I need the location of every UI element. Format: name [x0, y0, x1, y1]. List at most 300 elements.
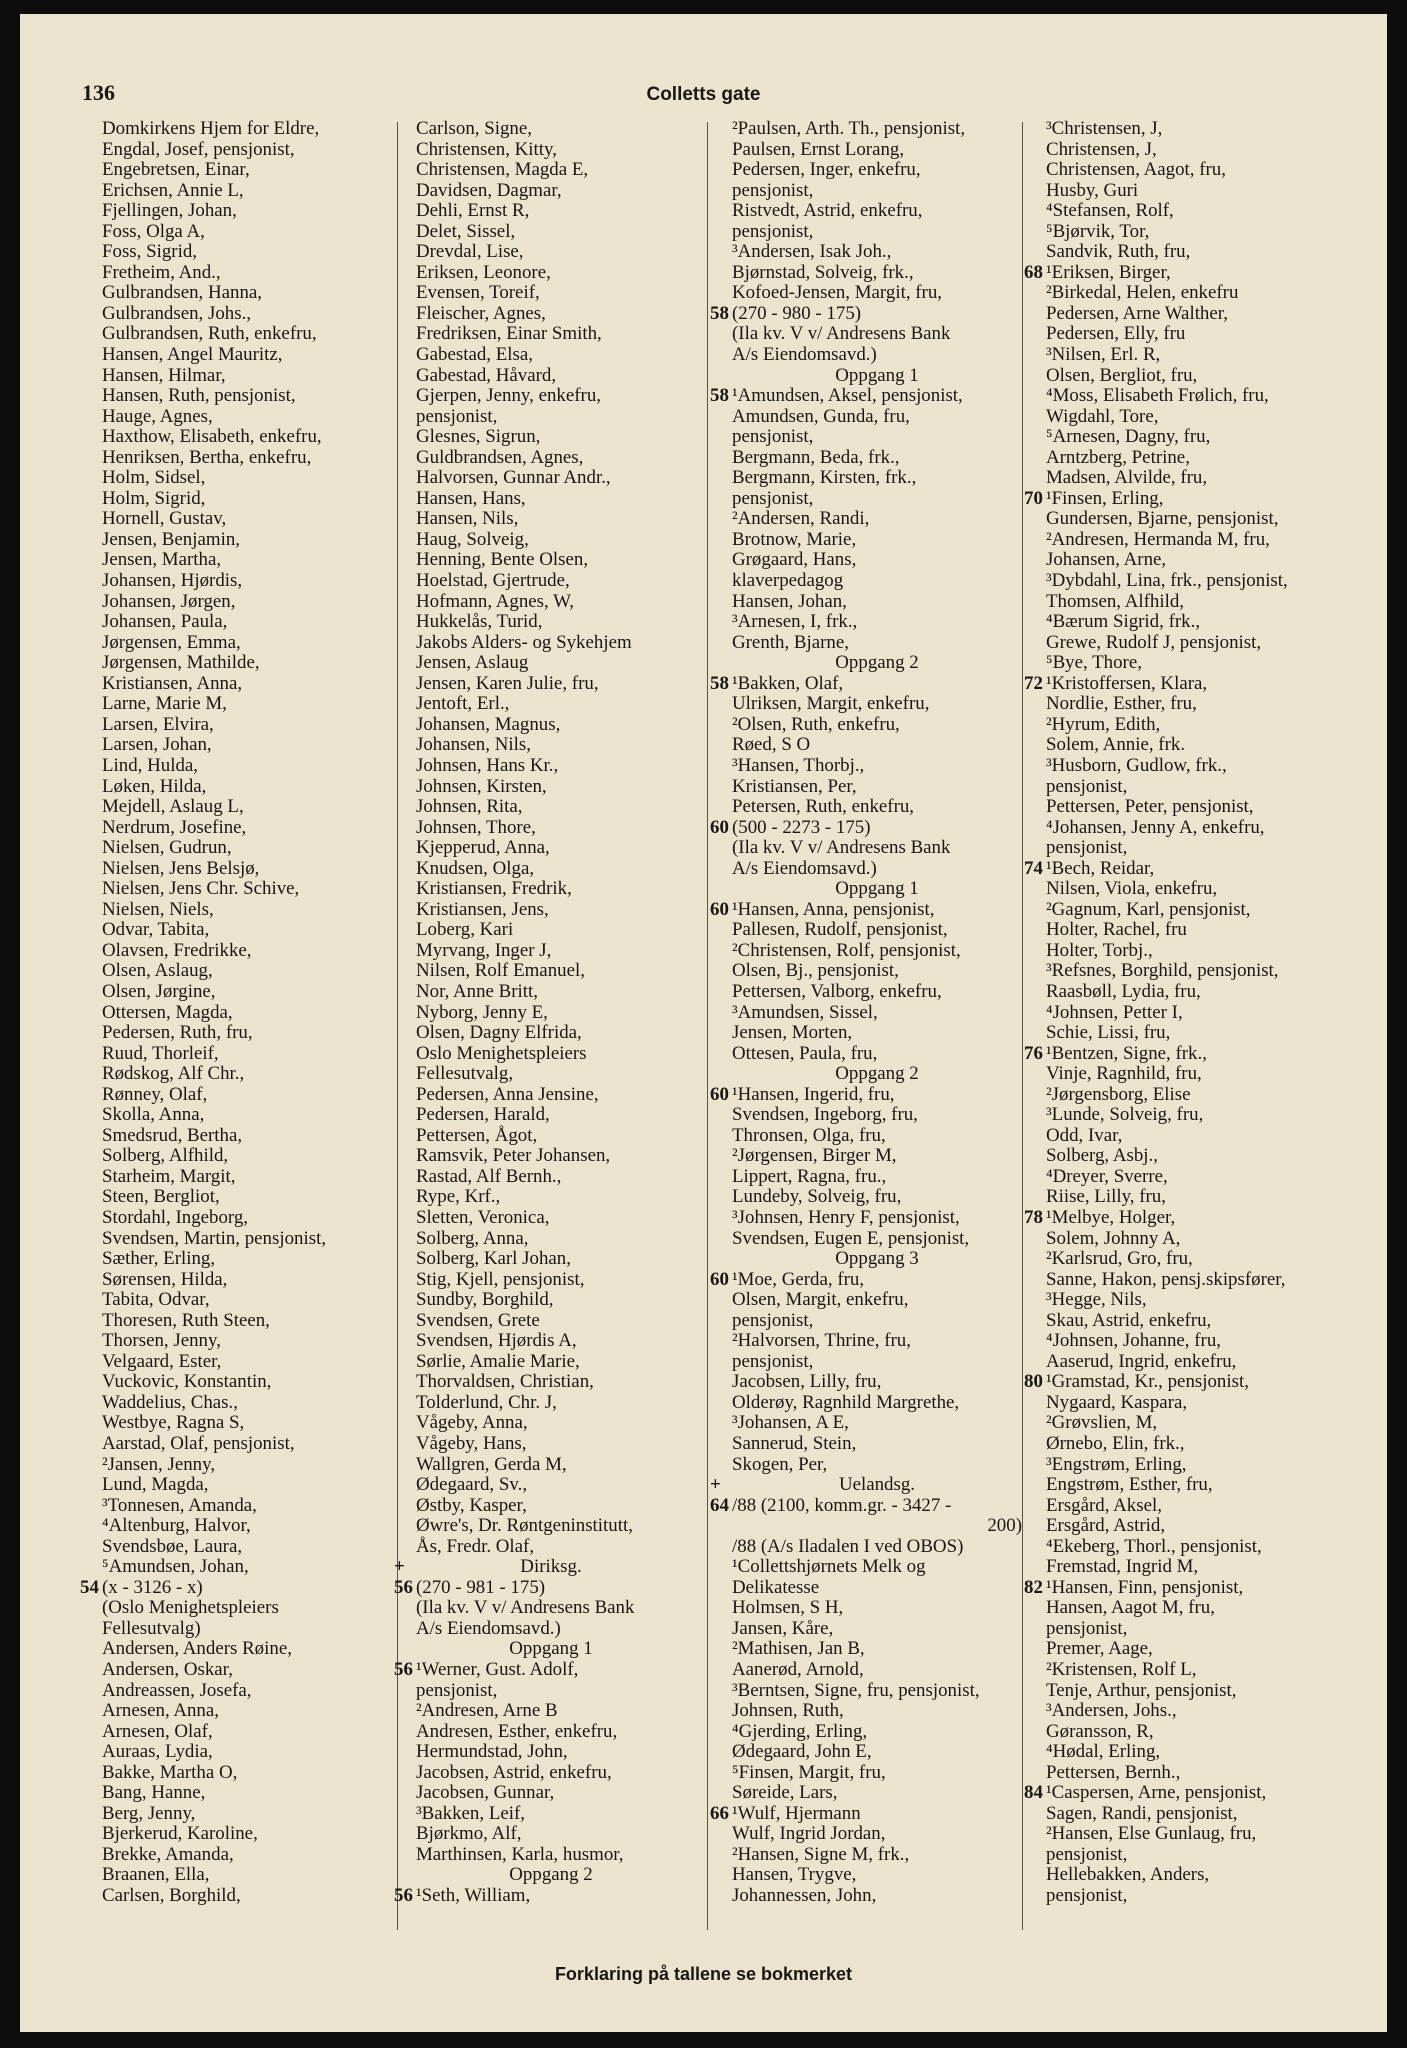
resident-entry: Auraas, Lydia,	[102, 1741, 213, 1763]
resident-entry: Pedersen, Elly, fru	[1046, 323, 1186, 345]
directory-line	[1024, 366, 1364, 387]
resident-entry: Hansen, Hilmar,	[102, 364, 226, 386]
directory-line	[394, 1496, 694, 1517]
directory-line	[394, 1044, 694, 1065]
house-number: 64	[710, 1494, 729, 1516]
directory-line	[394, 1742, 694, 1763]
directory-line	[394, 612, 694, 633]
directory-line	[80, 1619, 392, 1640]
directory-line	[80, 1598, 392, 1619]
section-heading: Diriksg.	[520, 1556, 582, 1578]
resident-entry: Holmsen, S H,	[732, 1597, 844, 1619]
resident-entry: Øwre's, Dr. Røntgeninstitutt,	[416, 1515, 633, 1537]
house-number: 78	[1024, 1206, 1043, 1228]
resident-entry: Nilsen, Rolf Emanuel,	[416, 960, 585, 982]
resident-entry: Skogen, Per,	[732, 1453, 828, 1475]
directory-line	[710, 1598, 1030, 1619]
directory-line	[80, 633, 392, 654]
resident-entry: Pettersen, Bernh.,	[1046, 1761, 1181, 1783]
directory-line	[80, 222, 392, 243]
directory-line	[394, 797, 694, 818]
resident-entry: Sagen, Randi, pensjonist,	[1046, 1802, 1238, 1824]
resident-entry: Røed, S O	[732, 734, 811, 756]
directory-line	[80, 530, 392, 551]
directory-line	[710, 263, 1030, 284]
resident-entry: ³Amundsen, Sissel,	[732, 1001, 878, 1023]
directory-line	[1024, 982, 1364, 1003]
directory-line	[1024, 140, 1364, 161]
directory-line	[710, 448, 1030, 469]
directory-line	[1024, 715, 1364, 736]
directory-line	[394, 1105, 694, 1126]
resident-entry: Lind, Hulda,	[102, 754, 199, 776]
resident-entry: pensjonist,	[732, 220, 814, 242]
directory-line	[1024, 181, 1364, 202]
directory-line	[394, 1064, 694, 1085]
directory-line	[80, 1085, 392, 1106]
directory-line	[80, 181, 392, 202]
directory-line	[80, 1516, 392, 1537]
directory-line	[710, 1208, 1030, 1229]
resident-entry: ⁴Altenburg, Halvor,	[102, 1515, 251, 1537]
resident-entry: Jensen, Karen Julie, fru,	[416, 672, 599, 694]
resident-entry: Vuckovic, Konstantin,	[102, 1371, 272, 1393]
resident-entry: Gjerpen, Jenny, enkefru,	[416, 385, 601, 407]
resident-entry: Starheim, Margit,	[102, 1165, 236, 1187]
directory-line	[710, 1455, 1030, 1476]
resident-entry: Svendsen, Grete	[416, 1309, 540, 1331]
resident-entry: Bang, Hanne,	[102, 1782, 206, 1804]
resident-entry: Hoelstad, Gjertrude,	[416, 570, 570, 592]
directory-line	[1024, 1331, 1364, 1352]
street-title: Colletts gate	[646, 84, 761, 105]
resident-entry: ⁴Gjerding, Erling,	[732, 1720, 868, 1742]
directory-line	[80, 1783, 392, 1804]
resident-entry: Thoresen, Ruth Steen,	[102, 1309, 270, 1331]
resident-entry: Thomsen, Alfhild,	[1046, 590, 1184, 612]
house-number: 80	[1024, 1371, 1043, 1393]
resident-entry: Hellebakken, Anders,	[1046, 1864, 1210, 1886]
resident-entry: Olsen, Margit, enkefru,	[732, 1289, 909, 1311]
resident-entry: Fremstad, Ingrid M,	[1046, 1556, 1199, 1578]
section-heading: Oppgang 2	[509, 1864, 593, 1886]
resident-entry: Kristiansen, Per,	[732, 775, 857, 797]
directory-line	[394, 1126, 694, 1147]
resident-entry: Aaserud, Ingrid, enkefru,	[1046, 1350, 1237, 1372]
footer-note: Forklaring på tallene se bokmerket	[554, 1964, 853, 1984]
resident-entry: Jensen, Martha,	[102, 549, 222, 571]
resident-entry: Engdal, Josef, pensjonist,	[102, 138, 295, 160]
resident-entry: ²Andresen, Arne B	[416, 1700, 558, 1722]
directory-line	[710, 1105, 1030, 1126]
resident-entry: Carlsen, Borghild,	[102, 1885, 241, 1907]
directory-line	[710, 592, 1030, 613]
directory-line	[80, 1393, 392, 1414]
directory-line	[710, 345, 1030, 366]
directory-line	[1024, 1105, 1364, 1126]
directory-line	[80, 1064, 392, 1085]
directory-line	[710, 181, 1030, 202]
directory-line	[710, 1537, 1030, 1558]
resident-entry: Vågeby, Anna,	[416, 1412, 528, 1434]
directory-line	[80, 715, 392, 736]
directory-line	[710, 427, 1030, 448]
directory-line	[710, 1372, 1030, 1393]
resident-entry: ⁴Johnsen, Johanne, fru,	[1046, 1330, 1221, 1352]
resident-entry: Wulf, Ingrid Jordan,	[732, 1823, 886, 1845]
resident-entry: ³Husborn, Gudlow, frk.,	[1046, 754, 1227, 776]
resident-entry: Henning, Bente Olsen,	[416, 549, 589, 571]
house-number: 66	[710, 1802, 729, 1824]
directory-line	[80, 1681, 392, 1702]
resident-entry: ⁴Johansen, Jenny A, enkefru,	[1046, 816, 1265, 838]
resident-entry: ¹Finsen, Erling,	[1046, 487, 1164, 509]
resident-entry: Arntzberg, Petrine,	[1046, 446, 1190, 468]
resident-entry: Bjørkmo, Alf,	[416, 1823, 522, 1845]
resident-entry: A/s Eiendomsavd.)	[416, 1617, 561, 1639]
directory-line	[710, 612, 1030, 633]
resident-entry: ³Johnsen, Henry F, pensjonist,	[732, 1206, 960, 1228]
directory-line	[1024, 859, 1364, 880]
resident-entry: Holm, Sigrid,	[102, 487, 206, 509]
directory-line	[710, 900, 1030, 921]
resident-entry: Berg, Jenny,	[102, 1802, 196, 1824]
resident-entry: ¹Caspersen, Arne, pensjonist,	[1046, 1782, 1267, 1804]
directory-line	[80, 324, 392, 345]
resident-entry: Petersen, Ruth, enkefru,	[732, 796, 915, 818]
directory-line	[80, 1311, 392, 1332]
resident-entry: Christensen, Kitty,	[416, 138, 557, 160]
resident-entry: /88 (2100, komm.gr. - 3427 -	[732, 1494, 952, 1516]
directory-line	[1024, 920, 1364, 941]
directory-line	[80, 242, 392, 263]
resident-entry: Knudsen, Olga,	[416, 857, 535, 879]
directory-line	[80, 201, 392, 222]
resident-entry: ⁵Amundsen, Johan,	[102, 1556, 249, 1578]
resident-entry: Johansen, Hjørdis,	[102, 570, 243, 592]
resident-entry: Tolderlund, Chr. J,	[416, 1391, 557, 1413]
resident-entry: Marthinsen, Karla, husmor,	[416, 1843, 624, 1865]
resident-entry: Olsen, Bergliot, fru,	[1046, 364, 1198, 386]
directory-line	[80, 160, 392, 181]
resident-entry: (270 - 980 - 175)	[732, 302, 862, 324]
directory-line	[1024, 530, 1364, 551]
resident-entry: ⁴Johnsen, Petter I,	[1046, 1001, 1183, 1023]
resident-entry: Oslo Menighetspleiers	[416, 1042, 587, 1064]
directory-line	[394, 324, 694, 345]
resident-entry: Jørgensen, Emma,	[102, 631, 241, 653]
resident-entry: Evensen, Toreif,	[416, 282, 540, 304]
directory-line	[394, 468, 694, 489]
directory-line	[394, 160, 694, 181]
resident-entry: (270 - 981 - 175)	[416, 1576, 546, 1598]
resident-entry: ¹Bakken, Olaf,	[732, 672, 844, 694]
directory-line	[1024, 1413, 1364, 1434]
directory-line	[710, 1660, 1030, 1681]
directory-line	[394, 1249, 694, 1270]
directory-line	[710, 119, 1030, 140]
resident-entry: Carlson, Signe,	[416, 118, 532, 139]
directory-line	[394, 694, 694, 715]
resident-entry: ³Johansen, A E,	[732, 1412, 849, 1434]
resident-entry: (Oslo Menighetspleiers	[102, 1597, 279, 1619]
directory-line	[1024, 1208, 1364, 1229]
resident-entry: Myrvang, Inger J,	[416, 939, 552, 961]
directory-line	[1024, 612, 1364, 633]
resident-entry: ²Gagnum, Karl, pensjonist,	[1046, 898, 1251, 920]
directory-line	[710, 1249, 1030, 1270]
directory-line	[1024, 1886, 1364, 1907]
directory-line	[1024, 1393, 1364, 1414]
resident-entry: Premer, Aage,	[1046, 1638, 1153, 1660]
directory-line	[80, 1557, 392, 1578]
directory-line	[1024, 1722, 1364, 1743]
directory-line	[1024, 263, 1364, 284]
house-number: 56	[394, 1885, 413, 1907]
directory-line	[394, 1783, 694, 1804]
directory-line	[394, 1865, 694, 1886]
directory-line	[80, 1886, 392, 1907]
directory-line	[1024, 1598, 1364, 1619]
resident-entry: Odvar, Tabita,	[102, 919, 210, 941]
resident-entry: ⁴Hødal, Erling,	[1046, 1741, 1161, 1763]
resident-entry: Henriksen, Bertha, enkefru,	[102, 446, 312, 468]
resident-entry: (x - 3126 - x)	[102, 1576, 203, 1598]
directory-line	[1024, 468, 1364, 489]
resident-entry: Fredriksen, Einar Smith,	[416, 323, 602, 345]
directory-line	[710, 386, 1030, 407]
resident-entry: Westbye, Ragna S,	[102, 1412, 245, 1434]
directory-line	[80, 427, 392, 448]
resident-entry: ²Jørgensborg, Elise	[1046, 1083, 1191, 1105]
directory-line	[1024, 735, 1364, 756]
directory-line	[710, 222, 1030, 243]
resident-entry: Hauge, Agnes,	[102, 405, 213, 427]
resident-entry: Rastad, Alf Bernh.,	[416, 1165, 562, 1187]
directory-line	[80, 1804, 392, 1825]
directory-line	[710, 1824, 1030, 1845]
directory-line	[80, 1290, 392, 1311]
resident-entry: A/s Eiendomsavd.)	[732, 857, 877, 879]
resident-entry: Paulsen, Ernst Lorang,	[732, 138, 905, 160]
directory-line	[710, 1496, 1030, 1517]
directory-line	[710, 1044, 1030, 1065]
directory-line	[394, 509, 694, 530]
directory-line	[394, 304, 694, 325]
resident-entry: Larsen, Elvira,	[102, 713, 214, 735]
resident-entry: Thorsen, Jenny,	[102, 1330, 221, 1352]
directory-line	[80, 900, 392, 921]
directory-line	[394, 1557, 694, 1578]
column-divider	[707, 122, 708, 1930]
directory-line	[710, 1516, 1030, 1537]
resident-entry: ¹Hansen, Ingerid, fru,	[732, 1083, 895, 1105]
directory-line	[1024, 633, 1364, 654]
directory-line	[1024, 1249, 1364, 1270]
directory-line	[710, 366, 1030, 387]
resident-entry: ³Bakken, Leif,	[416, 1802, 525, 1824]
resident-entry: Guldbrandsen, Agnes,	[416, 446, 584, 468]
resident-entry: Kristiansen, Jens,	[416, 898, 549, 920]
directory-column-1	[80, 119, 392, 1947]
resident-entry: pensjonist,	[416, 405, 498, 427]
directory-line	[394, 1229, 694, 1250]
resident-entry: Bergmann, Kirsten, frk.,	[732, 467, 917, 489]
directory-line	[80, 1352, 392, 1373]
resident-entry: ¹Moe, Gerda, fru,	[732, 1268, 865, 1290]
directory-line	[1024, 1003, 1364, 1024]
resident-entry: ²Christensen, Rolf, pensjonist,	[732, 939, 961, 961]
directory-line	[710, 735, 1030, 756]
directory-line	[710, 1578, 1030, 1599]
directory-line	[710, 838, 1030, 859]
resident-entry: Odd, Ivar,	[1046, 1124, 1123, 1146]
section-heading: Oppgang 3	[835, 1248, 919, 1270]
directory-line	[1024, 941, 1364, 962]
resident-entry: ⁵Arnesen, Dagny, fru,	[1046, 426, 1211, 448]
resident-entry: Tenje, Arthur, pensjonist,	[1046, 1679, 1237, 1701]
directory-line	[710, 283, 1030, 304]
resident-entry: ⁴Dreyer, Sverre,	[1046, 1165, 1168, 1187]
resident-entry: ²Andresen, Hermanda M, fru,	[1046, 528, 1270, 550]
directory-line	[710, 160, 1030, 181]
resident-entry: Schie, Lissi, fru,	[1046, 1022, 1171, 1044]
directory-line	[1024, 797, 1364, 818]
resident-entry: Nerdrum, Josefine,	[102, 816, 247, 838]
resident-entry: Hukkelås, Turid,	[416, 611, 543, 633]
resident-entry: pensjonist,	[732, 487, 814, 509]
resident-entry: Ås, Fredr. Olaf,	[416, 1535, 535, 1557]
directory-line	[394, 1763, 694, 1784]
directory-line	[394, 1352, 694, 1373]
directory-line	[1024, 1804, 1364, 1825]
directory-line	[394, 1701, 694, 1722]
directory-line	[710, 879, 1030, 900]
directory-line	[710, 1023, 1030, 1044]
directory-line	[80, 735, 392, 756]
resident-entry: Johansen, Nils,	[416, 734, 531, 756]
directory-line	[1024, 961, 1364, 982]
house-number: 72	[1024, 672, 1043, 694]
resident-entry: pensjonist,	[732, 1350, 814, 1372]
resident-entry: Davidsen, Dagmar,	[416, 179, 562, 201]
resident-entry: Kristiansen, Anna,	[102, 672, 243, 694]
resident-entry: 200)	[987, 1515, 1022, 1537]
resident-entry: Thronsen, Olga, fru,	[732, 1124, 886, 1146]
resident-entry: Jensen, Morten,	[732, 1022, 853, 1044]
directory-line	[80, 283, 392, 304]
directory-line	[80, 961, 392, 982]
resident-entry: Olsen, Aslaug,	[102, 960, 213, 982]
directory-line	[710, 1290, 1030, 1311]
resident-entry: ³Refsnes, Borghild, pensjonist,	[1046, 960, 1279, 982]
resident-entry: ¹Hansen, Finn, pensjonist,	[1046, 1576, 1244, 1598]
resident-entry: Bjørnstad, Solveig, frk.,	[732, 261, 914, 283]
resident-entry: Rønney, Olaf,	[102, 1083, 208, 1105]
directory-line	[394, 982, 694, 1003]
resident-entry: Pettersen, Peter, pensjonist,	[1046, 796, 1254, 818]
resident-entry: Hofmann, Agnes, W,	[416, 590, 574, 612]
resident-entry: ⁴Stefansen, Rolf,	[1046, 200, 1174, 222]
directory-line	[1024, 1229, 1364, 1250]
resident-entry: Christensen, J,	[1046, 138, 1157, 160]
directory-line	[394, 961, 694, 982]
house-number: 56	[394, 1576, 413, 1598]
resident-entry: ¹Kristoffersen, Klara,	[1046, 672, 1208, 694]
directory-line	[394, 1845, 694, 1866]
directory-line	[80, 1660, 392, 1681]
resident-entry: Johansen, Arne,	[1046, 549, 1167, 571]
directory-page	[20, 14, 1387, 2032]
directory-line	[1024, 489, 1364, 510]
resident-entry: Delet, Sissel,	[416, 220, 516, 242]
resident-entry: Hansen, Nils,	[416, 508, 519, 530]
resident-entry: Olderøy, Ragnhild Margrethe,	[732, 1391, 960, 1413]
directory-line	[1024, 1701, 1364, 1722]
directory-line	[80, 119, 392, 140]
resident-entry: Nielsen, Jens Chr. Schive,	[102, 878, 300, 900]
directory-line	[394, 859, 694, 880]
resident-entry: Bergmann, Beda, frk.,	[732, 446, 900, 468]
resident-entry: Fretheim, And.,	[102, 261, 221, 283]
resident-entry: Wallgren, Gerda M,	[416, 1453, 567, 1475]
resident-entry: Pettersen, Ågot,	[416, 1124, 538, 1146]
directory-line	[1024, 550, 1364, 571]
directory-column-3	[710, 119, 1030, 1947]
resident-entry: Ruud, Thorleif,	[102, 1042, 219, 1064]
directory-line	[1024, 201, 1364, 222]
resident-entry: ⁵Finsen, Margit, fru,	[732, 1761, 886, 1783]
resident-entry: pensjonist,	[1046, 1617, 1128, 1639]
directory-line	[1024, 1783, 1364, 1804]
house-number: +	[710, 1474, 721, 1496]
directory-line	[1024, 1496, 1364, 1517]
resident-entry: Andersen, Oskar,	[102, 1659, 233, 1681]
resident-entry: Jakobs Alders- og Sykehjem	[416, 631, 632, 653]
resident-entry: Ramsvik, Peter Johansen,	[416, 1145, 611, 1167]
directory-line	[80, 1003, 392, 1024]
directory-line	[710, 1865, 1030, 1886]
directory-line	[394, 633, 694, 654]
resident-entry: (Ila kv. V v/ Andresens Bank	[416, 1597, 635, 1619]
directory-line	[710, 1763, 1030, 1784]
resident-entry: Sandvik, Ruth, fru,	[1046, 241, 1191, 263]
directory-line	[1024, 1434, 1364, 1455]
resident-entry: Sanne, Hakon, pensj.skipsfører,	[1046, 1268, 1286, 1290]
directory-line	[710, 1085, 1030, 1106]
directory-line	[394, 242, 694, 263]
directory-line	[710, 140, 1030, 161]
resident-entry: Foss, Olga A,	[102, 220, 205, 242]
directory-line	[1024, 1270, 1364, 1291]
resident-entry: Kofoed-Jensen, Margit, fru,	[732, 282, 943, 304]
directory-line	[394, 119, 694, 140]
resident-entry: Gabestad, Elsa,	[416, 344, 533, 366]
resident-entry: Braanen, Ella,	[102, 1864, 210, 1886]
resident-entry: Solberg, Karl Johan,	[416, 1248, 571, 1270]
directory-line	[1024, 1372, 1364, 1393]
resident-entry: ¹Hansen, Anna, pensjonist,	[732, 898, 935, 920]
resident-entry: ³Andersen, Isak Joh.,	[732, 241, 892, 263]
resident-entry: ²Hyrum, Edith,	[1046, 713, 1161, 735]
resident-entry: Pedersen, Ruth, fru,	[102, 1022, 253, 1044]
directory-line	[80, 1208, 392, 1229]
resident-entry: Nor, Anne Britt,	[416, 980, 539, 1002]
directory-line	[1024, 1167, 1364, 1188]
directory-line	[80, 674, 392, 695]
directory-line	[80, 1167, 392, 1188]
resident-entry: Østby, Kasper,	[416, 1494, 527, 1516]
